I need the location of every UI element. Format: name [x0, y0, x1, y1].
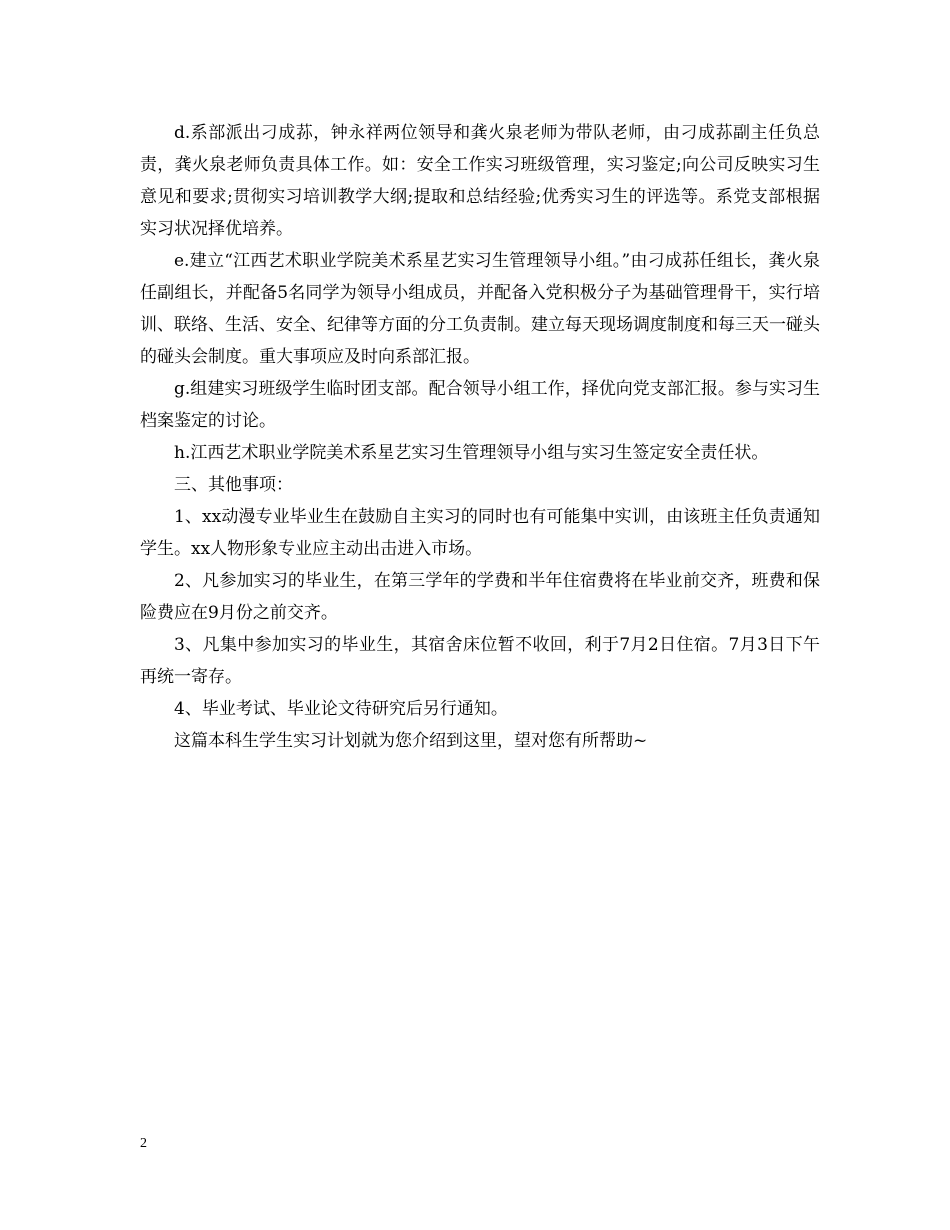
paragraph-item-1: 1、xx动漫专业毕业生在鼓励自主实习的同时也有可能集中实训，由该班主任负责通知学生。xx人物形象专业应主动出击进入市场。 — [140, 507, 820, 559]
paragraph-g: g.组建实习班级学生临时团支部。配合领导小组工作，择优向党支部汇报。参与实习生档案鉴定的讨论。 — [140, 379, 820, 431]
paragraph-d: d.系部派出刁成荪，钟永祥两位领导和龚火泉老师为带队老师，由刁成荪副主任负总责，龚火泉老师负责具体工作。如：安全工作实习班级管理，实习鉴定;向公司反映实习生意见和要求;贯彻实习培训教学大纲;提取和总结经验;优秀实习生的评选等。系党支部根据实习状况择优培养。 — [140, 123, 820, 239]
document-body — [140, 117, 820, 757]
paragraph-item-2: 2、凡参加实习的毕业生，在第三学年的学费和半年住宿费将在毕业前交齐，班费和保险费应在9月份之前交齐。 — [140, 571, 820, 623]
paragraph-h: h.江西艺术职业学院美术系星艺实习生管理领导小组与实习生签定安全责任状。 — [174, 443, 769, 463]
paragraph-item-4: 4、毕业考试、毕业论文待研究后另行通知。 — [174, 699, 508, 719]
section-heading-other-matters: 三、其他事项： — [174, 475, 293, 495]
paragraph-item-3: 3、凡集中参加实习的毕业生，其宿舍床位暂不收回，利于7月2日住宿。7月3日下午再统一寄存。 — [140, 635, 820, 687]
page-number: 2 — [140, 1136, 147, 1151]
paragraph-e: e.建立“江西艺术职业学院美术系星艺实习生管理领导小组。”由刁成荪任组长，龚火泉任副组长，并配备5名同学为领导小组成员，并配备入党积极分子为基础管理骨干，实行培训、联络、生活、安全、纪律等方面的分工负责制。建立每天现场调度制度和每三天一碰头的碰头会制度。重大事项应及时向系部汇报。 — [140, 251, 820, 367]
closing-paragraph: 这篇本科生学生实习计划就为您介绍到这里，望对您有所帮助~ — [174, 731, 648, 751]
